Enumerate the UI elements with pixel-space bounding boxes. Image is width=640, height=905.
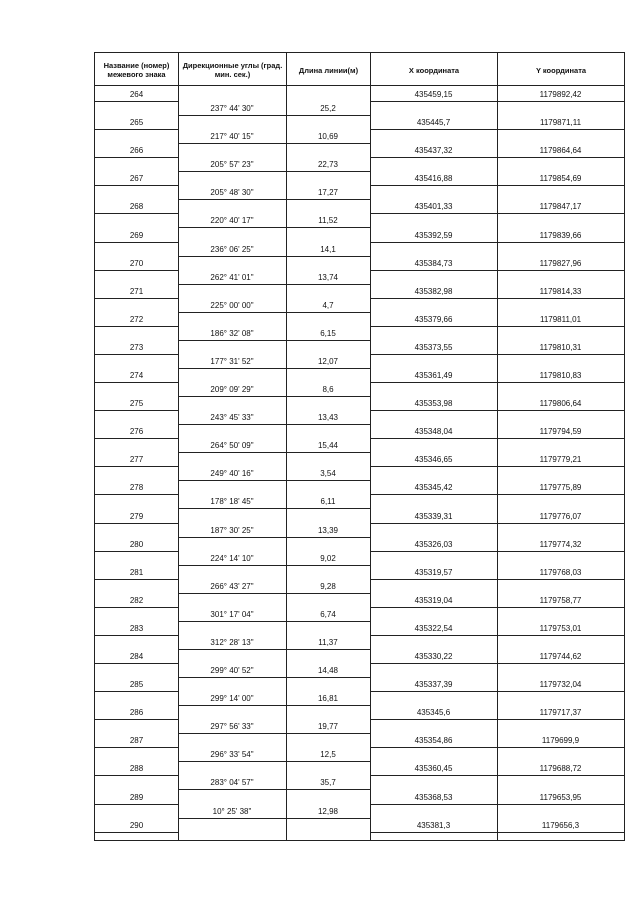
segment-length: 9,28 (320, 581, 336, 591)
segment-angle: 301° 17' 04" (210, 609, 254, 619)
point-y: 1179688,72 (539, 764, 582, 774)
point-x: 435381,3 (416, 820, 451, 830)
row-line (178, 480, 370, 481)
row-line (178, 621, 370, 622)
point-y: 1179775,89 (539, 483, 582, 493)
segment-angle: 187° 30' 25" (210, 525, 254, 535)
point-x: 435322,54 (414, 623, 453, 633)
segment-length: 6,15 (320, 328, 336, 338)
row-line (178, 143, 370, 144)
row-line (95, 494, 178, 495)
segment-length: 17,27 (317, 188, 339, 198)
point-y: 1179732,04 (539, 680, 582, 690)
point-name: 264 (129, 90, 144, 99)
point-y: 1179892,42 (539, 90, 582, 99)
point-name: 288 (129, 764, 144, 774)
row-line (178, 761, 370, 762)
point-y: 1179656,3 (541, 820, 580, 830)
point-name: 283 (129, 623, 144, 633)
point-y: 1179753,01 (539, 623, 582, 633)
segment-angle: 237° 44' 30" (210, 104, 254, 114)
segment-angle: 299° 40' 52" (210, 666, 254, 676)
row-line (370, 691, 624, 692)
segment-angle: 283° 04' 57" (210, 778, 254, 788)
row-line (95, 663, 178, 664)
point-x: 435330,22 (414, 652, 453, 661)
point-name: 272 (129, 314, 144, 324)
point-y: 1179811,01 (539, 314, 582, 324)
segment-length: 11,52 (318, 216, 338, 226)
point-name: 289 (129, 792, 144, 802)
row-line (370, 382, 624, 383)
row-line (95, 523, 178, 524)
segment-length: 13,43 (317, 413, 339, 423)
row-line (178, 199, 370, 200)
segment-angle: 297° 56' 33" (210, 722, 254, 732)
row-line (370, 129, 624, 130)
row-line (178, 593, 370, 594)
point-y: 1179794,59 (539, 427, 582, 437)
row-line (178, 256, 370, 257)
row-line (370, 326, 624, 327)
row-line (95, 551, 178, 552)
point-name: 267 (129, 174, 144, 184)
header-angle: Дирекционные углы (град. мин. сек.) (179, 53, 287, 87)
segment-angle: 266° 43' 27" (210, 581, 254, 591)
point-name: 269 (129, 230, 144, 240)
segment-length: 6,74 (320, 609, 336, 619)
point-x: 435361,49 (414, 371, 453, 380)
row-line (370, 354, 624, 355)
row-line (178, 537, 370, 538)
segment-length: 12,98 (317, 806, 339, 816)
row-line (95, 438, 178, 439)
row-line (370, 747, 624, 748)
row-line (370, 719, 624, 720)
row-line (370, 523, 624, 524)
row-line (95, 775, 178, 776)
row-line (178, 424, 370, 425)
row-line (370, 185, 624, 186)
row-line (178, 227, 370, 228)
row-line (178, 789, 370, 790)
row-line (95, 607, 178, 608)
segment-length: 12,07 (317, 356, 339, 366)
row-line (95, 410, 178, 411)
point-y: 1179871,11 (539, 118, 582, 128)
row-line (95, 747, 178, 748)
segment-angle: 217° 40' 15" (210, 132, 254, 142)
row-line (95, 213, 178, 214)
segment-angle: 177° 31' 52" (210, 356, 254, 366)
point-name: 281 (129, 567, 144, 577)
point-x: 435354,86 (414, 736, 453, 746)
point-y: 1179776,07 (539, 511, 582, 521)
segment-angle: 249° 40' 16" (210, 469, 254, 479)
row-line (370, 635, 624, 636)
point-name: 277 (129, 455, 144, 465)
row-line (95, 242, 178, 243)
row-line (95, 691, 178, 692)
segment-length: 22,73 (317, 160, 339, 170)
segment-length: 13,39 (317, 525, 339, 535)
point-x: 435437,32 (414, 146, 453, 156)
segment-angle: 225° 00' 00" (210, 300, 254, 310)
row-line (178, 396, 370, 397)
row-line (370, 242, 624, 243)
segment-length: 25,2 (320, 104, 336, 114)
row-line (178, 171, 370, 172)
segment-angle: 205° 57' 23" (210, 160, 254, 170)
segment-angle: 209° 09' 29" (210, 385, 254, 395)
point-x: 435379,66 (414, 314, 453, 324)
row-line (178, 733, 370, 734)
segment-length: 6,11 (320, 497, 336, 507)
row-line (370, 804, 624, 805)
segment-angle: 236° 06' 25" (210, 244, 254, 254)
row-line (95, 804, 178, 805)
segment-angle: 178° 18' 45" (210, 497, 254, 507)
segment-angle: 296° 33' 54" (210, 750, 254, 760)
segment-length: 16,81 (317, 694, 339, 704)
point-x: 435416,88 (414, 174, 453, 184)
row-line (95, 270, 178, 271)
segment-angle: 312° 28' 13" (210, 637, 254, 647)
column-divider (370, 86, 371, 840)
segment-length: 9,02 (320, 553, 336, 563)
segment-length: 14,48 (317, 666, 339, 676)
point-y: 1179744,62 (539, 652, 582, 661)
point-name: 285 (129, 680, 144, 690)
row-line (370, 270, 624, 271)
segment-angle: 264° 50' 09" (210, 441, 254, 451)
row-line (370, 494, 624, 495)
row-line (95, 326, 178, 327)
row-line (178, 677, 370, 678)
segment-length: 4,7 (322, 300, 334, 310)
point-name: 266 (129, 146, 144, 156)
point-y: 1179847,17 (539, 202, 582, 212)
segment-length: 14,1 (320, 244, 336, 254)
segment-length: 3,54 (320, 469, 336, 479)
row-line (95, 101, 178, 102)
segment-length: 13,74 (317, 272, 339, 282)
point-x: 435345,6 (416, 708, 451, 718)
row-line (95, 129, 178, 130)
point-y: 1179717,37 (539, 708, 582, 718)
point-y: 1179827,96 (539, 258, 582, 268)
point-y: 1179814,33 (539, 286, 582, 296)
row-line (370, 410, 624, 411)
point-name: 270 (129, 258, 144, 268)
point-name: 265 (129, 118, 144, 128)
segment-angle: 262° 41' 01" (210, 272, 254, 282)
row-line (370, 607, 624, 608)
point-y: 1179768,03 (539, 567, 582, 577)
segment-length: 15,44 (317, 441, 339, 451)
header-name: Название (номер) межевого знака (95, 53, 179, 87)
row-line (178, 312, 370, 313)
point-x: 435339,31 (414, 511, 453, 521)
segment-angle: 243° 45' 33" (210, 413, 254, 423)
row-line (370, 466, 624, 467)
point-name: 276 (129, 427, 144, 437)
segment-length: 12,5 (320, 750, 336, 760)
segment-length: 10,69 (317, 132, 339, 142)
segment-length: 8,6 (322, 385, 334, 395)
point-name: 278 (129, 483, 144, 493)
segment-angle: 220° 40' 17" (210, 216, 254, 226)
segment-angle: 205° 48' 30" (210, 188, 254, 198)
row-line (95, 466, 178, 467)
segment-angle: 10° 25' 38" (212, 806, 252, 816)
row-line (178, 508, 370, 509)
point-name: 273 (129, 342, 144, 352)
point-y: 1179699,9 (541, 736, 580, 746)
point-x: 435319,04 (414, 595, 453, 605)
row-line (178, 705, 370, 706)
point-name: 279 (129, 511, 144, 521)
point-x: 435345,42 (414, 483, 453, 493)
row-line (178, 565, 370, 566)
row-line (370, 298, 624, 299)
point-y: 1179779,21 (539, 455, 582, 465)
row-line (95, 185, 178, 186)
point-name: 268 (129, 202, 144, 212)
row-line (370, 775, 624, 776)
row-line (95, 157, 178, 158)
segment-length: 35,7 (320, 778, 336, 788)
row-line (178, 649, 370, 650)
row-line (370, 663, 624, 664)
point-name: 280 (129, 539, 144, 549)
table-body (94, 86, 625, 841)
header-y: Y координата (535, 65, 587, 75)
point-y: 1179839,66 (539, 230, 582, 240)
point-x: 435384,73 (414, 258, 453, 268)
segment-angle: 186° 32' 08" (210, 328, 254, 338)
point-x: 435360,45 (414, 764, 453, 774)
row-line (370, 157, 624, 158)
point-y: 1179653,95 (539, 792, 582, 802)
point-x: 435346,65 (414, 455, 453, 465)
point-x: 435326,03 (414, 539, 453, 549)
point-x: 435445,7 (416, 118, 451, 128)
row-line (178, 115, 370, 116)
point-x: 435353,98 (414, 399, 453, 409)
row-line (95, 719, 178, 720)
row-line (95, 298, 178, 299)
point-y: 1179774,32 (539, 539, 582, 549)
row-line (95, 635, 178, 636)
point-x: 435401,33 (414, 202, 453, 212)
point-y: 1179810,31 (539, 342, 582, 352)
point-x: 435368,53 (414, 792, 453, 802)
point-y: 1179854,69 (539, 174, 582, 184)
segment-length: 11,37 (318, 637, 338, 647)
point-name: 290 (129, 820, 144, 830)
table-header (94, 52, 625, 86)
point-x: 435382,98 (414, 286, 453, 296)
row-line (178, 452, 370, 453)
row-line (370, 832, 624, 833)
row-line (178, 368, 370, 369)
row-line (370, 101, 624, 102)
header-x: X координата (371, 53, 498, 87)
row-line (370, 213, 624, 214)
point-y: 1179810,83 (539, 371, 582, 380)
point-x: 435459,15 (414, 90, 453, 99)
row-line (370, 579, 624, 580)
point-y: 1179864,64 (539, 146, 582, 156)
row-line (95, 382, 178, 383)
row-line (178, 340, 370, 341)
point-name: 271 (129, 286, 144, 296)
point-name: 274 (129, 371, 144, 380)
point-name: 284 (129, 652, 144, 661)
point-name: 287 (129, 736, 144, 746)
point-x: 435348,04 (414, 427, 453, 437)
row-line (95, 832, 178, 833)
point-y: 1179758,77 (539, 595, 582, 605)
point-name: 275 (129, 399, 144, 409)
row-line (370, 438, 624, 439)
row-line (95, 354, 178, 355)
row-line (95, 579, 178, 580)
row-line (178, 284, 370, 285)
header-length: Длина линии(м) (287, 53, 371, 87)
point-x: 435319,57 (414, 567, 453, 577)
point-name: 286 (129, 708, 144, 718)
segment-angle: 299° 14' 00" (210, 694, 254, 704)
row-line (370, 551, 624, 552)
column-divider (497, 86, 498, 840)
row-line (178, 818, 370, 819)
point-x: 435373,55 (414, 342, 453, 352)
point-name: 282 (129, 595, 144, 605)
point-x: 435337,39 (414, 680, 453, 690)
segment-angle: 224° 14' 10" (210, 553, 254, 563)
point-y: 1179806,64 (539, 399, 582, 409)
segment-length: 19,77 (317, 722, 339, 732)
point-x: 435392,59 (414, 230, 453, 240)
